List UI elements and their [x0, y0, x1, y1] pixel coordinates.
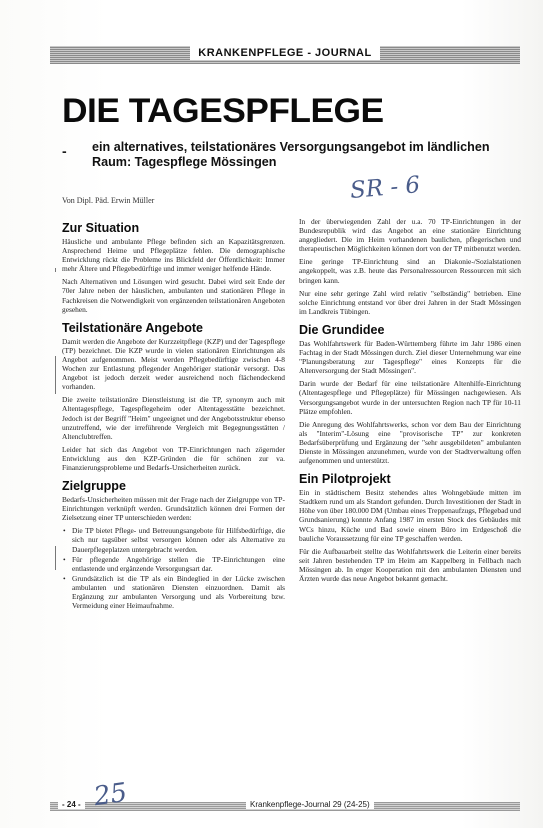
- section-heading-situation: Zur Situation: [62, 221, 140, 235]
- margin-mark: [55, 268, 56, 272]
- section-heading-grundidee: Die Grundidee: [299, 322, 385, 337]
- journal-name: KRANKENPFLEGE - JOURNAL: [190, 46, 379, 60]
- paragraph: Nur eine sehr geringe Zahl wird relativ "selbständig" betrieben. Eine solche Einrichtung entstand vor über drei Jahren in der Stadt Mössingen im Landkreis Tübingen.: [299, 288, 521, 316]
- journal-header: [50, 46, 520, 64]
- subtitle-dash: -: [62, 143, 67, 159]
- paragraph: Darin wurde der Bedarf für eine teilstationäre Altenhilfe-Einrichtung (Altentagespflege und Pflegeplätze) für Mössingen nachgewiesen. Als Versorgungsangebot wurde in der untersuchten Region nach TP für 10-11 Plätze empfohlen.: [299, 379, 521, 416]
- paragraph: Häusliche und ambulante Pflege befinden sich an Kapazitätsgrenzen. Ansprechend Heime und Pflegeplätze fehlen. Die demographische Entwicklung rückt die Probleme ins Blickfeld der Öffentlichkeit: Immer mehr Ältere und Pflegebedürftige und immer weniger helfende Hände.: [62, 237, 285, 274]
- section-heading-zielgruppe: Zielgruppe: [62, 479, 126, 494]
- footer-citation: Krankenpflege-Journal 29 (24-25): [246, 800, 374, 809]
- section-heading-pilotprojekt: Ein Pilotprojekt: [299, 472, 391, 487]
- list-item: • Die TP bietet Pflege- und Betreuungsangebote für Hilfsbedürftige, die sich nur tagsüber selbst versorgen können oder als Alternative zu Dauerpflegeplatzen untergebracht werden.: [62, 526, 285, 553]
- paragraph: Bedarfs-Unsicherheiten müssen mit der Frage nach der Zielgruppe von TP-Einrichtungen verknüpft werden. Grundsätzlich können drei Formen der Zielsetzung einer TP unterschieden werden:: [62, 495, 285, 523]
- handwritten-note: SR - 6: [349, 171, 422, 205]
- margin-mark: [55, 546, 56, 570]
- article-subtitle: ein alternatives, teilstationäres Versorgungsangebot im ländlichen Raum: Tagespflege Mössingen: [92, 140, 490, 169]
- paragraph: Die zweite teilstationäre Dienstleistung ist die TP, synonym auch mit Altentagespflege, Tagespflegeheim oder Altentagesstätte bezeichnet. Jedoch ist der Begriff "Heim" ungeeignet und der Angebotsstruktur ebenso unzutreffend, wie der irreführende Vergleich mit Begegnungsstätten / Altenclubtreffen.: [62, 395, 285, 441]
- right-column: [299, 217, 521, 587]
- author-byline: Von Dipl. Päd. Erwin Müller: [62, 196, 155, 205]
- bullet-list: [62, 526, 285, 610]
- paragraph: Eine geringe TP-Einrichtung sind an Diakonie-/Sozialstationen angekoppelt, was z.B. heute das Personalressourcen Ressourcen mit sich bringen kann.: [299, 257, 521, 285]
- page-number: - 24 -: [58, 800, 85, 809]
- margin-mark: [55, 356, 56, 394]
- handwritten-page-number: 25: [92, 777, 130, 813]
- paragraph: Nach Alternativen und Lösungen wird gesucht. Dabei wird seit Ende der 70er Jahre neben der häuslichen, ambulanten und stationären Pflege in Fachkreisen die Notwendigkeit von ergänzenden teilstationären Angeboten gesehen.: [62, 277, 285, 314]
- list-item: • Grundsätzlich ist die TP als ein Bindeglied in der Lücke zwischen ambulanten und stationären Diensten einzuordnen. Damit als Ergänzung zur ambulanten Versorgung und als Vorbereitung bzw. Vermeidung einer Heimaufnahme.: [62, 574, 285, 610]
- left-column: [62, 220, 285, 613]
- article-title: DIE TAGESPFLEGE: [62, 92, 384, 130]
- paragraph: Leider hat sich das Angebot von TP-Einrichtungen nach zögernder Entwicklung aus den KZP-Gründen die für schönen zur va. Finanzierungsprobleme und Bedarfs-Unsicherheiten zurück.: [62, 444, 285, 472]
- paragraph: Das Wohlfahrtswerk für Baden-Württemberg führte im Jahr 1986 einen Fachtag in der Stadt Mössingen durch. Ziel dieser Unternehmung war eine "Planungsberatung zur Tagespflege" eines Konzepts für die Altenversorgung der Stadt Mössingen".: [299, 338, 521, 376]
- paragraph: Für die Aufbauarbeit stellte das Wohlfahrtswerk die Leiterin einer bereits seit Jahren bestehenden TP im Heim am Kappelberg in Fellbach nach Mössingen ab. In enger Kooperation mit den ambulanten Diensten und Ärzten wurde das neue Angebot bekannt gemacht.: [299, 546, 521, 583]
- paragraph: Damit werden die Angebote der Kurzzeitpflege (KZP) und der Tagespflege (TP) bezeichnet. Die KZP wurde in vielen stationären Einrichtungen als Angebot aufgenommen. Meist werden Pflegebedürftige zwischen 4-8 Wochen zur Entlastung pflegender Angehöriger stationär versorgt. Das Angebot ist jedoch derzeit weder ausreichend noch flächendeckend vorhanden.: [62, 336, 285, 392]
- list-item: • Für pflegende Angehörige stellen die TP-Einrichtungen eine entlastende und ergänzende Versorgungsart dar.: [62, 555, 285, 573]
- paragraph: Ein in städtischem Besitz stehendes altes Wohngebäude mitten im Stadtkern rund um als Standort gefunden. Durch Investitionen der Stadt in Höhe von über 180.000 DM (Umbau eines Treppenaufzugs, Pflegebad und Grundsanierung) konnte Anfang 1987 im ersten Stock des Gebäudes mit WCs hinzu, Küche und Bad sowie einem Büro im Erdgeschoß die bauliche Voraussetzung für eine TP geschaffen werden.: [299, 488, 521, 543]
- paragraph: Die Anregung des Wohlfahrtswerks, schon vor dem Bau der Einrichtung als "Interim"-Lösung eine "provisorische TP" zur konkreten Bedarfsüberprüfung und Ergänzung der "sehr ausgebildeten" ambulanten Dienste in Mössingen anzunehmen, wurde von der Stadtverwaltung offen aufgenommen und unterstützt.: [299, 419, 521, 466]
- paragraph: In der überwiegenden Zahl der u.a. 70 TP-Einrichtungen in der Bundesrepublik wird das Angebot an eine stationäre Einrichtung angegliedert. Die im Heim vorhandenen baulichen, pflegerischen und therapeutischen Möglichkeiten können dort von der TP mitbenutzt werden.: [299, 217, 521, 254]
- section-heading-teilstationaer: Teilstationäre Angebote: [62, 320, 203, 335]
